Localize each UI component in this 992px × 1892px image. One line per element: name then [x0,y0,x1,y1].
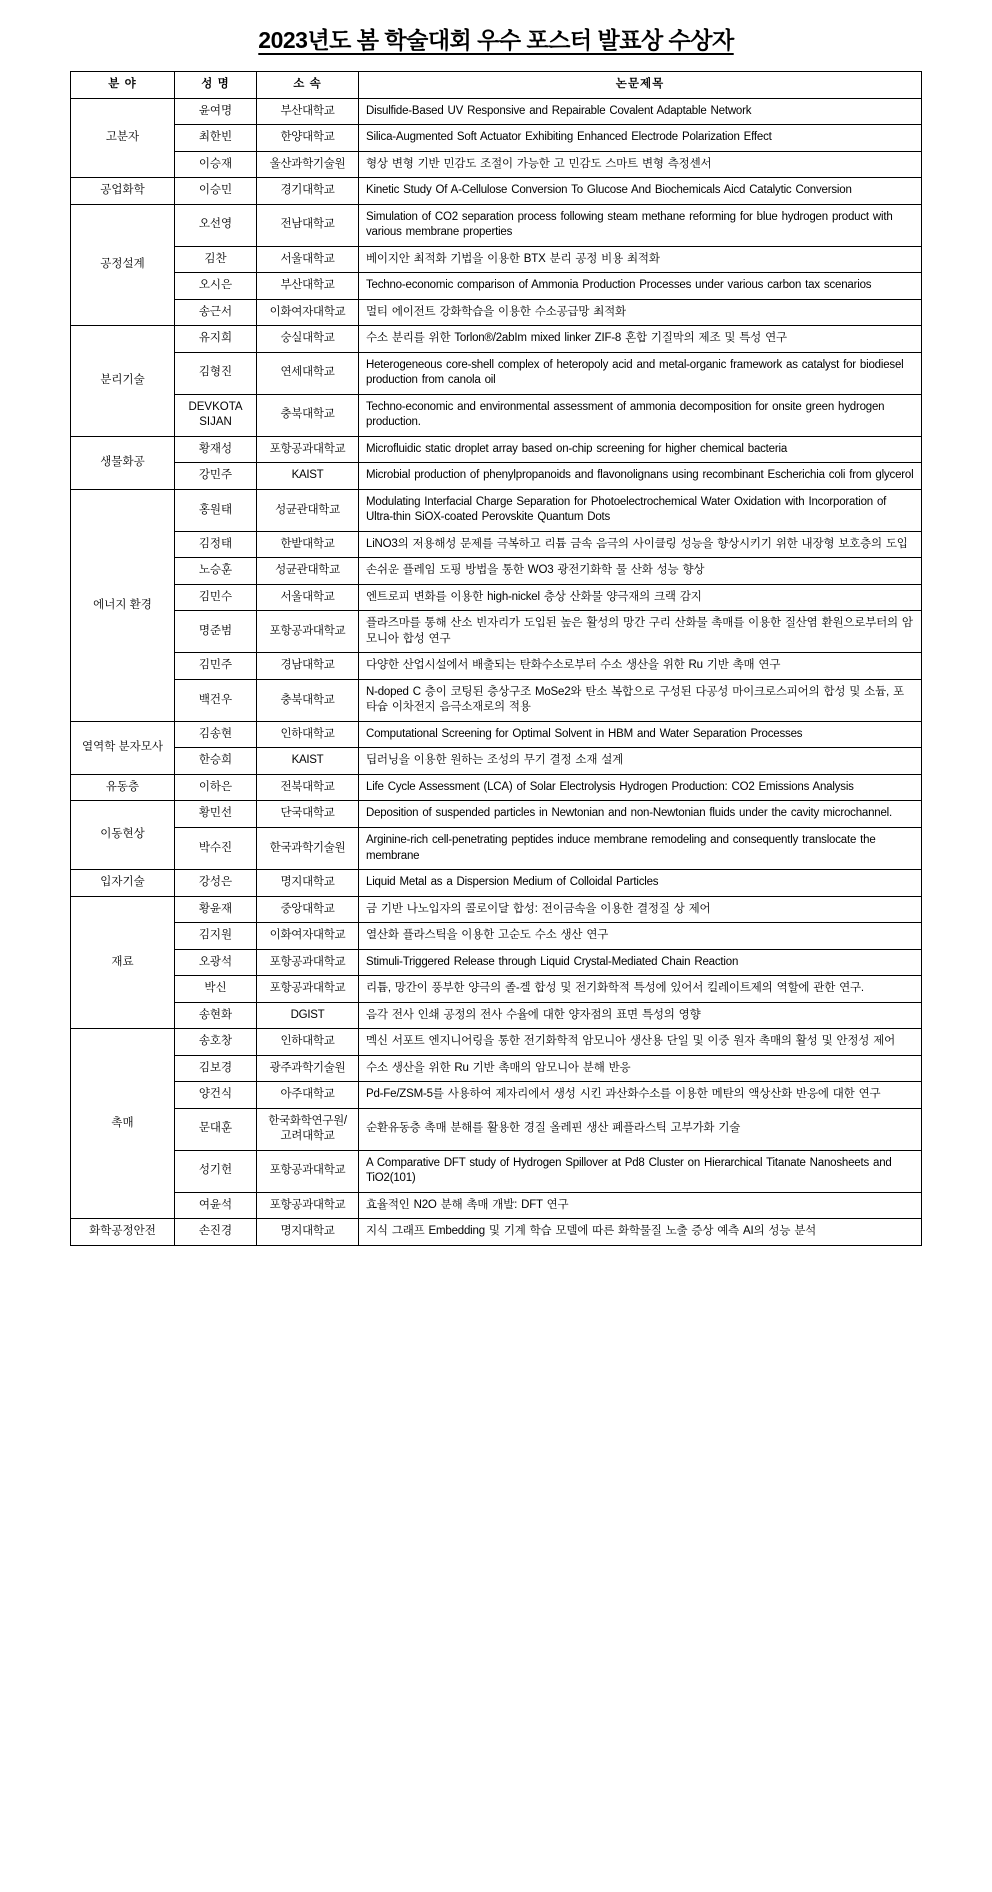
table-row [71,326,922,353]
cell-organization: 전북대학교 [257,774,359,801]
cell-organization: 단국대학교 [257,801,359,828]
cell-organization: 한국화학연구원/ 고려대학교 [257,1108,359,1150]
cell-paper-title: Microfluidic static droplet array based on-chip screening for higher chemical bacteria [359,436,922,463]
cell-name: 최한빈 [175,125,257,152]
cell-organization: 중앙대학교 [257,896,359,923]
cell-name: 홍원태 [175,489,257,531]
cell-name: 박신 [175,976,257,1003]
table-row [71,1082,922,1109]
cell-paper-title: Life Cycle Assessment (LCA) of Solar Electrolysis Hydrogen Production: CO2 Emissions Analysis [359,774,922,801]
cell-name: 박수진 [175,827,257,869]
table-row [71,246,922,273]
cell-name: 이승재 [175,151,257,178]
table-row [71,558,922,585]
cell-name: 한승희 [175,748,257,775]
cell-paper-title: 엔트로피 변화를 이용한 high-nickel 층상 산화물 양극재의 크랙 감지 [359,584,922,611]
column-header-organization: 소 속 [257,72,359,99]
cell-organization: 명지대학교 [257,1219,359,1246]
cell-paper-title: Silica-Augmented Soft Actuator Exhibiting Enhanced Electrode Polarization Effect [359,125,922,152]
table-row [71,1002,922,1029]
cell-paper-title: Liquid Metal as a Dispersion Medium of Colloidal Particles [359,870,922,897]
table-row [71,1150,922,1192]
table-row [71,584,922,611]
cell-organization: 포항공과대학교 [257,1150,359,1192]
cell-name: 김형진 [175,352,257,394]
page-title: 2023년도 봄 학술대회 우수 포스터 발표상 수상자 [258,27,734,53]
table-row [71,98,922,125]
cell-name: 김지원 [175,923,257,950]
cell-name: 유지희 [175,326,257,353]
cell-organization: 부산대학교 [257,98,359,125]
cell-paper-title: LiNO3의 저용해성 문제를 극복하고 리튬 금속 음극의 사이클링 성능을 향상시키기 위한 내장형 보호층의 도입 [359,531,922,558]
cell-name: 여윤석 [175,1192,257,1219]
cell-name: 김보경 [175,1055,257,1082]
table-row [71,653,922,680]
cell-name: 강성은 [175,870,257,897]
cell-paper-title: 음각 전사 인쇄 공정의 전사 수율에 대한 양자점의 표면 특성의 영향 [359,1002,922,1029]
cell-paper-title: 형상 변형 기반 민감도 조절이 가능한 고 민감도 스마트 변형 측정센서 [359,151,922,178]
table-row [71,299,922,326]
cell-field: 재료 [71,896,175,1029]
cell-organization: 한국과학기술원 [257,827,359,869]
cell-field: 고분자 [71,98,175,178]
table-row [71,1219,922,1246]
cell-organization: 아주대학교 [257,1082,359,1109]
cell-organization: 연세대학교 [257,352,359,394]
table-row [71,976,922,1003]
table-row [71,827,922,869]
table-row [71,774,922,801]
table-row [71,611,922,653]
cell-name: 문대훈 [175,1108,257,1150]
column-header-name: 성 명 [175,72,257,99]
cell-organization: 서울대학교 [257,246,359,273]
cell-paper-title: 리튬, 망간이 풍부한 양극의 졸-겔 합성 및 전기화학적 특성에 있어서 킬레이트제의 역할에 관한 연구. [359,976,922,1003]
cell-field: 에너지 환경 [71,489,175,721]
cell-organization: 인하대학교 [257,721,359,748]
cell-name: 이승민 [175,178,257,205]
table-row [71,489,922,531]
cell-name: 황윤재 [175,896,257,923]
cell-organization: 숭실대학교 [257,326,359,353]
table-row [71,748,922,775]
table-header [71,72,922,99]
table-row [71,352,922,394]
cell-name: 양건식 [175,1082,257,1109]
cell-paper-title: 플라즈마를 통해 산소 빈자리가 도입된 높은 활성의 망간 구리 산화물 촉매를 이용한 질산염 환원으로부터의 암모니아 합성 연구 [359,611,922,653]
cell-name: 황민선 [175,801,257,828]
cell-organization: 경기대학교 [257,178,359,205]
table-row [71,870,922,897]
table-row [71,1055,922,1082]
column-header-paper-title: 논문제목 [359,72,922,99]
cell-paper-title: 딥러닝을 이용한 원하는 조성의 무기 결정 소재 설계 [359,748,922,775]
table-row [71,1192,922,1219]
cell-paper-title: 다양한 산업시설에서 배출되는 탄화수소로부터 수소 생산을 위한 Ru 기반 촉매 연구 [359,653,922,680]
cell-organization: 부산대학교 [257,273,359,300]
cell-paper-title: Stimuli-Triggered Release through Liquid Crystal-Mediated Chain Reaction [359,949,922,976]
table-body [71,98,922,1245]
cell-name: 송호창 [175,1029,257,1056]
cell-organization: 포항공과대학교 [257,1192,359,1219]
cell-paper-title: N-doped C 층이 코팅된 층상구조 MoSe2와 탄소 복합으로 구성된 다공성 마이크로스피어의 합성 및 소듐, 포타슘 이차전지 음극소재로의 적용 [359,679,922,721]
cell-paper-title: 순환유동층 촉매 분해를 활용한 경질 올레핀 생산 폐플라스틱 고부가화 기술 [359,1108,922,1150]
cell-organization: 광주과학기술원 [257,1055,359,1082]
table-row [71,1029,922,1056]
table-row [71,204,922,246]
table-row [71,125,922,152]
table-row [71,463,922,490]
cell-organization: 서울대학교 [257,584,359,611]
cell-name: 노승훈 [175,558,257,585]
table-row [71,801,922,828]
cell-field: 분리기술 [71,326,175,437]
cell-name: 윤여명 [175,98,257,125]
cell-field: 열역학 분자모사 [71,721,175,774]
cell-paper-title: 금 기반 나노입자의 콜로이달 합성: 전이금속을 이용한 결정질 상 제어 [359,896,922,923]
cell-paper-title: Arginine-rich cell-penetrating peptides induce membrane remodeling and consequently translocate the membrane [359,827,922,869]
cell-field: 생물화공 [71,436,175,489]
cell-organization: KAIST [257,463,359,490]
cell-organization: DGIST [257,1002,359,1029]
table-row [71,721,922,748]
cell-organization: 이화여자대학교 [257,299,359,326]
cell-organization: 성균관대학교 [257,489,359,531]
cell-organization: 충북대학교 [257,679,359,721]
cell-name: 김정태 [175,531,257,558]
table-row [71,949,922,976]
cell-organization: 울산과학기술원 [257,151,359,178]
cell-paper-title: Deposition of suspended particles in Newtonian and non-Newtonian fluids under the cavity microchannel. [359,801,922,828]
cell-name: 오광석 [175,949,257,976]
cell-organization: 경남대학교 [257,653,359,680]
cell-field: 유동층 [71,774,175,801]
cell-paper-title: 멕신 서포트 엔지니어링을 통한 전기화학적 암모니아 생산용 단일 및 이중 원자 촉매의 활성 및 안정성 제어 [359,1029,922,1056]
cell-name: DEVKOTA SIJAN [175,394,257,436]
cell-paper-title: 수소 분리를 위한 Torlon®/2abIm mixed linker ZIF-8 혼합 기질막의 제조 및 특성 연구 [359,326,922,353]
cell-paper-title: Disulfide-Based UV Responsive and Repairable Covalent Adaptable Network [359,98,922,125]
cell-name: 손진경 [175,1219,257,1246]
cell-field: 공업화학 [71,178,175,205]
cell-name: 오선영 [175,204,257,246]
cell-paper-title: 손쉬운 플레임 도핑 방법을 통한 WO3 광전기화학 물 산화 성능 향상 [359,558,922,585]
cell-organization: 성균관대학교 [257,558,359,585]
table-row [71,394,922,436]
table-row [71,1108,922,1150]
table-row [71,679,922,721]
cell-paper-title: Pd-Fe/ZSM-5를 사용하여 제자리에서 생성 시킨 과산화수소를 이용한 메탄의 액상산화 반응에 대한 연구 [359,1082,922,1109]
table-row [71,896,922,923]
cell-name: 송근서 [175,299,257,326]
cell-name: 오시은 [175,273,257,300]
cell-organization: 명지대학교 [257,870,359,897]
cell-field: 공정설계 [71,204,175,326]
cell-organization: 한양대학교 [257,125,359,152]
cell-organization: 포항공과대학교 [257,611,359,653]
table-row [71,436,922,463]
cell-name: 김송현 [175,721,257,748]
cell-name: 강민주 [175,463,257,490]
cell-paper-title: 멀티 에이전트 강화학습을 이용한 수소공급망 최적화 [359,299,922,326]
cell-paper-title: Heterogeneous core-shell complex of heteropoly acid and metal-organic framework as catalyst for biodiesel production from canola oil [359,352,922,394]
cell-field: 입자기술 [71,870,175,897]
cell-paper-title: 지식 그래프 Embedding 및 기계 학습 모델에 따른 화학물질 노출 증상 예측 AI의 성능 분석 [359,1219,922,1246]
cell-organization: 포항공과대학교 [257,436,359,463]
cell-paper-title: Modulating Interfacial Charge Separation for Photoelectrochemical Water Oxidation with Incorporation of Ultra-thin SiOX-coated Perovskite Quantum Dots [359,489,922,531]
cell-organization: 충북대학교 [257,394,359,436]
award-winners-table [70,71,922,1246]
cell-paper-title: Techno-economic comparison of Ammonia Production Processes under various carbon tax scenarios [359,273,922,300]
cell-organization: 인하대학교 [257,1029,359,1056]
cell-name: 황재성 [175,436,257,463]
cell-paper-title: 효율적인 N2O 분해 촉매 개발: DFT 연구 [359,1192,922,1219]
cell-paper-title: Techno-economic and environmental assessment of ammonia decomposition for onsite green hydrogen production. [359,394,922,436]
table-row [71,151,922,178]
cell-name: 김찬 [175,246,257,273]
cell-field: 화학공정안전 [71,1219,175,1246]
cell-field: 이동현상 [71,801,175,870]
cell-organization: 이화여자대학교 [257,923,359,950]
cell-paper-title: Microbial production of phenylpropanoids and flavonolignans using recombinant Escherichia coli from glycerol [359,463,922,490]
table-row [71,273,922,300]
cell-name: 백건우 [175,679,257,721]
table-row [71,923,922,950]
cell-name: 송현화 [175,1002,257,1029]
cell-paper-title: Kinetic Study Of A-Cellulose Conversion To Glucose And Biochemicals Aicd Catalytic Conversion [359,178,922,205]
cell-organization: 포항공과대학교 [257,976,359,1003]
cell-paper-title: Computational Screening for Optimal Solvent in HBM and Water Separation Processes [359,721,922,748]
cell-field: 촉매 [71,1029,175,1219]
cell-organization: 한밭대학교 [257,531,359,558]
cell-name: 김민수 [175,584,257,611]
cell-paper-title: A Comparative DFT study of Hydrogen Spillover at Pd8 Cluster on Hierarchical Titanate Nanosheets and TiO2(101) [359,1150,922,1192]
cell-paper-title: Simulation of CO2 separation process following steam methane reforming for blue hydrogen product with various membrane properties [359,204,922,246]
table-row [71,178,922,205]
cell-name: 명준범 [175,611,257,653]
cell-name: 성기헌 [175,1150,257,1192]
cell-paper-title: 열산화 플라스틱을 이용한 고순도 수소 생산 연구 [359,923,922,950]
cell-name: 김민주 [175,653,257,680]
column-header-field: 분 야 [71,72,175,99]
cell-organization: 포항공과대학교 [257,949,359,976]
cell-paper-title: 수소 생산을 위한 Ru 기반 촉매의 암모니아 분해 반응 [359,1055,922,1082]
cell-name: 이하은 [175,774,257,801]
table-row [71,531,922,558]
cell-organization: 전남대학교 [257,204,359,246]
table-header-row [71,72,922,99]
cell-paper-title: 베이지안 최적화 기법을 이용한 BTX 분리 공정 비용 최적화 [359,246,922,273]
cell-organization: KAIST [257,748,359,775]
